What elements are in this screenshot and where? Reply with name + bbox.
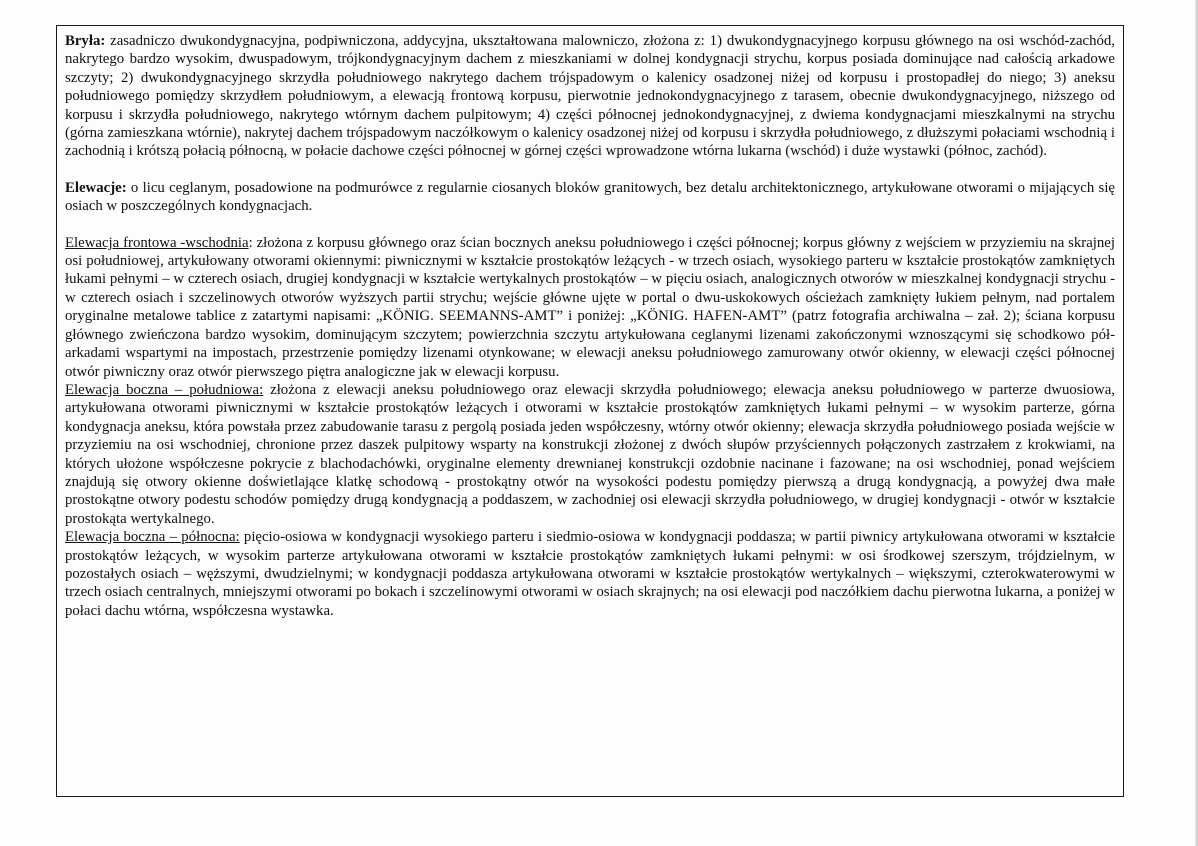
paragraph-elewacje bbox=[65, 179, 1115, 216]
paragraph-elewacja-poludniowa bbox=[65, 381, 1115, 528]
heading-bryla: Bryła: bbox=[65, 33, 106, 49]
heading-elewacja-polnocna: Elewacja boczna – północna: bbox=[65, 529, 240, 546]
text-frame bbox=[56, 25, 1124, 797]
heading-elewacja-poludniowa: Elewacja boczna – południowa: bbox=[65, 381, 264, 398]
text-elewacja-frontowa: : złożona z korpusu głównego oraz ścian bocznych aneksu południowego i części północnej; korpus główny z wejściem w przyziemiu na skrajnej osi południowej, artykułowany otworami okiennymi: piwnicznymi w kształcie prostokątów leżących - w trzech osiach, wysokiego parteru w kształcie prostokątów zamkniętych łukami pełnymi – w czterech osiach, drugiej kondygnacji w kształcie wertykalnych prostokątów – w pięciu osiach, analogicznych otworów w mieszkalnej kondygnacji strychu - w czterech osiach i szczelinowych otworów wyższych partii strychu; wejście główne ujęte w portal o dwu-uskokowych ościeżach zamknięty łukiem pełnym, nad portalem oryginalne metalowe tablice z zatartymi napisami: „KÖNIG. SEEMANNS-AMT” i poniżej: „KÖNIG. HAFEN-AMT” (patrz fotografia archiwalna – zał. 2); ściana korpusu głównego zwieńczona bardzo wysokim, dominującym szczytem; powierzchnia szczytu artykułowana ceglanymi lizenami zakończonymi wznoszącymi się schodkowo pół-arkadami wspartymi na impostach, przestrzenie pomiędzy lizenami otynkowane; w elewacji aneksu południowego zamurowany otwór okienny, w elewacji części północnej otwór piwniczny oraz otwór pierwszego piętra analogiczne jak w elewacji korpusu. bbox=[65, 234, 1115, 380]
paragraph-elewacja-polnocna bbox=[65, 528, 1115, 620]
heading-elewacje: Elewacje: bbox=[65, 179, 127, 196]
paragraph-spacer bbox=[65, 161, 1115, 179]
paragraph-elewacja-frontowa bbox=[65, 234, 1115, 381]
text-elewacja-poludniowa: złożona z elewacji aneksu południowego oraz elewacji skrzydła południowego; elewacja aneksu południowego w parterze dwuosiowa, artykułowana otworami piwnicznymi w kształcie prostokątów leżących i otworami w kształcie prostokątów zamkniętych łukami pełnymi – w wysokim parterze, górna kondygnacja aneksu, która powstała przez zabudowanie tarasu z pergolą posiada jeden współczesny, wtórny otwór okienny; elewacja skrzydła południowego posiada wejście w przyziemiu na osi wschodniej, chronione przez daszek pulpitowy wsparty na konstrukcji złożonej z dwóch słupów przyściennych połączonych zastrzałem z krokwiami, na których ułożone współczesne pokrycie z blachodachówki, oryginalne elementy drewnianej konstrukcji ozdobnie nacinane i fazowane; na osi wschodniej, ponad wejściem znajdują się otwory okienne doświetlające klatkę schodową - prostokątny otwór na wysokości podestu pomiędzy pierwszą a drugą kondygnacją, a powyżej dwa małe prostokątne otwory podestu schodów pomiędzy drugą kondygnacją a poddaszem, w zachodniej osi elewacji skrzydła południowego, w drugiej kondygnacji - otwór w kształcie prostokąta wertykalnego. bbox=[65, 381, 1115, 527]
text-bryla: zasadniczo dwukondygnacyjna, podpiwniczona, addycyjna, ukształtowana malowniczo, złożona z: 1) dwukondygnacyjnego korpusu głównego na osi wschód-zachód, nakrytego bardzo wysokim, dwuspadowym, trójkondygnacyjnym dachem z mieszkaniami w dolnej kondygnacji strychu, korpus posiada dominujące nad całością arkadowe szczyty; 2) dwukondygnacyjnego skrzydła południowego nakrytego dachem trójspadowym o kalenicy osadzonej niżej od korpusu i prostopadłej do niego; 3) aneksu południowego pomiędzy skrzydłem południowym, a elewacją frontową korpusu, pierwotnie jednokondygnacyjnego z tarasem, obecnie dwukondygnacyjnego, niższego od korpusu i skrzydła południowego, nakrytego wtórnym dachem pulpitowym; 4) części północnej jednokondygnacyjnej, z dwiema kondygnacjami mieszkalnymi na strychu (górna zamieszkana wtórnie), nakrytej dachem trójspadowym naczółkowym o kalenicy osadzonej niżej od korpusu i skrzydła południowego, z dłuższymi połaciami wschodnią i zachodnią i krótszą połacią północną, w połacie dachowe części północnej w górnej części wprowadzone wtórna lukarna (wschód) i duże wystawki (północ, zachód). bbox=[65, 33, 1115, 160]
paragraph-bryla bbox=[65, 32, 1115, 161]
text-elewacje: o licu ceglanym, posadowione na podmurówce z regularnie ciosanych bloków granitowych, bez detalu architektonicznego, artykułowane otworami o mijających się osiach w poszczególnych kondygnacjach. bbox=[65, 179, 1115, 215]
text-elewacja-polnocna: pięcio-osiowa w kondygnacji wysokiego parteru i siedmio-osiowa w kondygnacji poddasza; w partii piwnicy artykułowana otworami w kształcie prostokątów leżących, w wysokim parterze artykułowana otworami w kształcie prostokątów zamkniętych łukami pełnymi: w osi środkowej szerszym, trójdzielnym, w pozostałych osiach – węższymi, dwudzielnymi; w kondygnacji poddasza artykułowana otworami w kształcie prostokątów wertykalnych – większymi, czterokwaterowymi w trzech osiach centralnych, mniejszymi otworami po bokach i szczelinowymi otworami w osiach skrajnych; na osi elewacji pod naczółkiem dachu pierwotna lukarna, a poniżej w połaci dachu wtórna, współczesna wystawka. bbox=[65, 529, 1115, 619]
paragraph-spacer bbox=[65, 216, 1115, 234]
heading-elewacja-frontowa: Elewacja frontowa -wschodnia bbox=[65, 234, 249, 251]
